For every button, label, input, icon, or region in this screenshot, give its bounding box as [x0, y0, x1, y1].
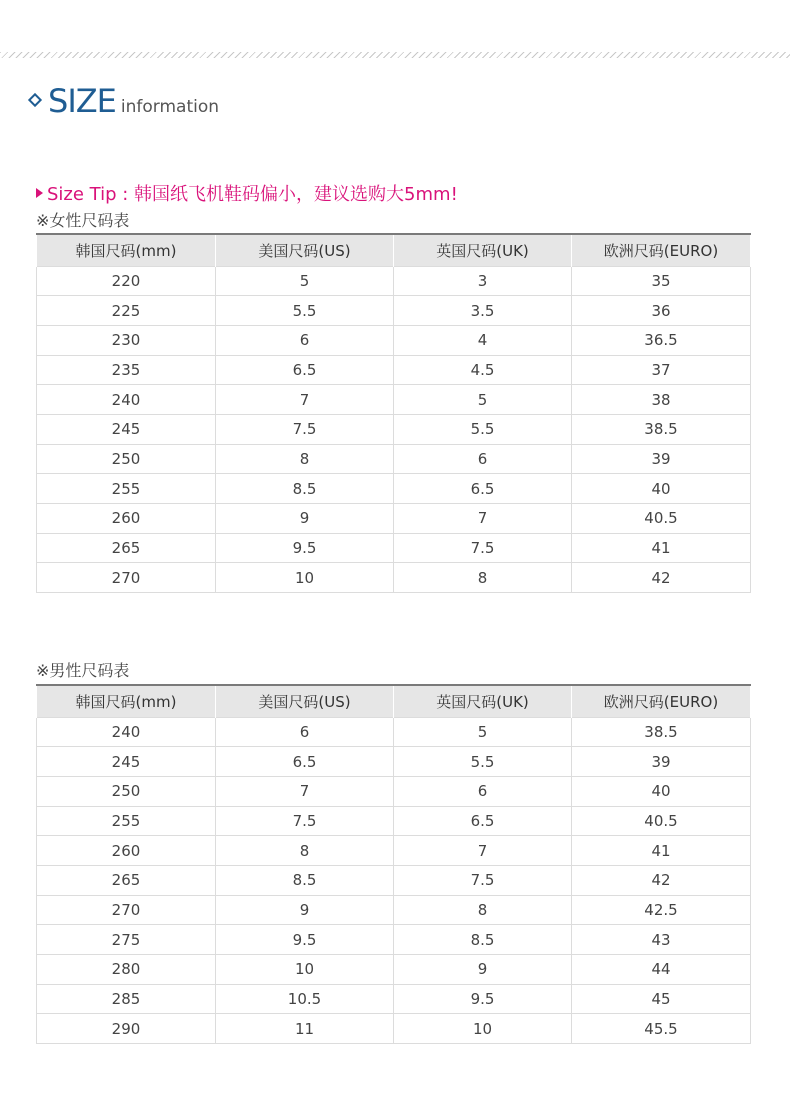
table-cell: 270	[37, 563, 216, 593]
table-cell: 285	[37, 984, 216, 1014]
table-header-row	[37, 685, 751, 717]
table-cell: 7.5	[216, 414, 394, 444]
table-cell: 8.5	[394, 925, 572, 955]
table-cell: 275	[37, 925, 216, 955]
table-row	[37, 474, 751, 504]
table-cell: 10	[216, 563, 394, 593]
table-header-row	[37, 234, 751, 266]
table-cell: 280	[37, 955, 216, 985]
table-cell: 5	[394, 717, 572, 747]
column-header: 美国尺码(US)	[216, 685, 394, 717]
table-cell: 240	[37, 717, 216, 747]
men-table-title: ※男性尺码表	[36, 661, 130, 680]
heading-title: SIZE	[48, 82, 116, 120]
triangle-right-icon	[36, 188, 43, 198]
table-row	[37, 504, 751, 534]
table-cell: 41	[572, 533, 751, 563]
table-cell: 5.5	[394, 747, 572, 777]
table-cell: 5.5	[216, 296, 394, 326]
table-row	[37, 1014, 751, 1044]
table-cell: 245	[37, 414, 216, 444]
column-header: 英国尺码(UK)	[394, 685, 572, 717]
table-cell: 42.5	[572, 895, 751, 925]
table-cell: 45	[572, 984, 751, 1014]
table-row	[37, 266, 751, 296]
women-size-table	[36, 233, 751, 593]
column-header: 英国尺码(UK)	[394, 234, 572, 266]
table-cell: 245	[37, 747, 216, 777]
table-row	[37, 325, 751, 355]
table-cell: 4.5	[394, 355, 572, 385]
table-cell: 45.5	[572, 1014, 751, 1044]
table-row	[37, 444, 751, 474]
size-tip-text: Size Tip : 韩国纸飞机鞋码偏小，建议选购大5mm!	[47, 184, 458, 205]
table-cell: 8	[394, 563, 572, 593]
table-cell: 6	[394, 444, 572, 474]
table-cell: 8.5	[216, 865, 394, 895]
table-cell: 7	[216, 776, 394, 806]
table-cell: 40	[572, 776, 751, 806]
table-cell: 3	[394, 266, 572, 296]
table-cell: 36	[572, 296, 751, 326]
table-cell: 7.5	[394, 533, 572, 563]
table-cell: 10	[216, 955, 394, 985]
table-cell: 11	[216, 1014, 394, 1044]
table-cell: 6.5	[394, 806, 572, 836]
table-cell: 290	[37, 1014, 216, 1044]
table-row	[37, 414, 751, 444]
table-row	[37, 806, 751, 836]
table-cell: 9.5	[394, 984, 572, 1014]
table-cell: 235	[37, 355, 216, 385]
table-cell: 7	[394, 836, 572, 866]
table-cell: 7.5	[216, 806, 394, 836]
table-cell: 260	[37, 836, 216, 866]
heading-subtitle: information	[120, 97, 220, 117]
table-cell: 35	[572, 266, 751, 296]
table-cell: 8	[216, 444, 394, 474]
table-cell: 42	[572, 865, 751, 895]
table-row	[37, 925, 751, 955]
table-cell: 42	[572, 563, 751, 593]
table-row	[37, 717, 751, 747]
table-row	[37, 355, 751, 385]
section-heading	[30, 82, 219, 120]
column-header: 韩国尺码(mm)	[37, 685, 216, 717]
table-cell: 9	[394, 955, 572, 985]
table-cell: 9.5	[216, 925, 394, 955]
table-cell: 265	[37, 865, 216, 895]
table-cell: 40.5	[572, 504, 751, 534]
size-tip	[36, 180, 458, 206]
table-row	[37, 895, 751, 925]
table-row	[37, 747, 751, 777]
table-cell: 41	[572, 836, 751, 866]
column-header: 韩国尺码(mm)	[37, 234, 216, 266]
table-cell: 43	[572, 925, 751, 955]
table-cell: 40	[572, 474, 751, 504]
table-cell: 10.5	[216, 984, 394, 1014]
table-cell: 5	[216, 266, 394, 296]
table-cell: 7.5	[394, 865, 572, 895]
table-cell: 7	[394, 504, 572, 534]
table-cell: 265	[37, 533, 216, 563]
table-cell: 38	[572, 385, 751, 415]
table-row	[37, 563, 751, 593]
column-header: 美国尺码(US)	[216, 234, 394, 266]
table-cell: 6	[394, 776, 572, 806]
table-cell: 8	[394, 895, 572, 925]
women-table-title: ※女性尺码表	[36, 211, 130, 230]
table-cell: 240	[37, 385, 216, 415]
table-cell: 6	[216, 717, 394, 747]
table-cell: 230	[37, 325, 216, 355]
table-cell: 270	[37, 895, 216, 925]
table-cell: 220	[37, 266, 216, 296]
table-cell: 37	[572, 355, 751, 385]
table-cell: 225	[37, 296, 216, 326]
table-cell: 39	[572, 444, 751, 474]
table-cell: 6.5	[216, 747, 394, 777]
table-cell: 250	[37, 444, 216, 474]
table-row	[37, 296, 751, 326]
table-cell: 6	[216, 325, 394, 355]
table-cell: 7	[216, 385, 394, 415]
table-cell: 9	[216, 504, 394, 534]
table-cell: 36.5	[572, 325, 751, 355]
table-cell: 39	[572, 747, 751, 777]
table-cell: 40.5	[572, 806, 751, 836]
table-row	[37, 533, 751, 563]
table-row	[37, 865, 751, 895]
table-row	[37, 984, 751, 1014]
table-cell: 4	[394, 325, 572, 355]
men-size-table	[36, 684, 751, 1044]
table-row	[37, 836, 751, 866]
table-cell: 255	[37, 806, 216, 836]
table-cell: 10	[394, 1014, 572, 1044]
table-row	[37, 776, 751, 806]
table-cell: 8	[216, 836, 394, 866]
table-cell: 8.5	[216, 474, 394, 504]
table-cell: 38.5	[572, 717, 751, 747]
table-cell: 5.5	[394, 414, 572, 444]
top-divider	[0, 52, 790, 58]
table-cell: 260	[37, 504, 216, 534]
table-cell: 6.5	[216, 355, 394, 385]
column-header: 欧洲尺码(EURO)	[572, 685, 751, 717]
table-cell: 250	[37, 776, 216, 806]
table-cell: 3.5	[394, 296, 572, 326]
table-cell: 6.5	[394, 474, 572, 504]
column-header: 欧洲尺码(EURO)	[572, 234, 751, 266]
table-cell: 38.5	[572, 414, 751, 444]
table-cell: 255	[37, 474, 216, 504]
table-cell: 9	[216, 895, 394, 925]
table-row	[37, 385, 751, 415]
table-cell: 44	[572, 955, 751, 985]
table-cell: 9.5	[216, 533, 394, 563]
table-cell: 5	[394, 385, 572, 415]
table-row	[37, 955, 751, 985]
diamond-icon	[28, 93, 42, 107]
